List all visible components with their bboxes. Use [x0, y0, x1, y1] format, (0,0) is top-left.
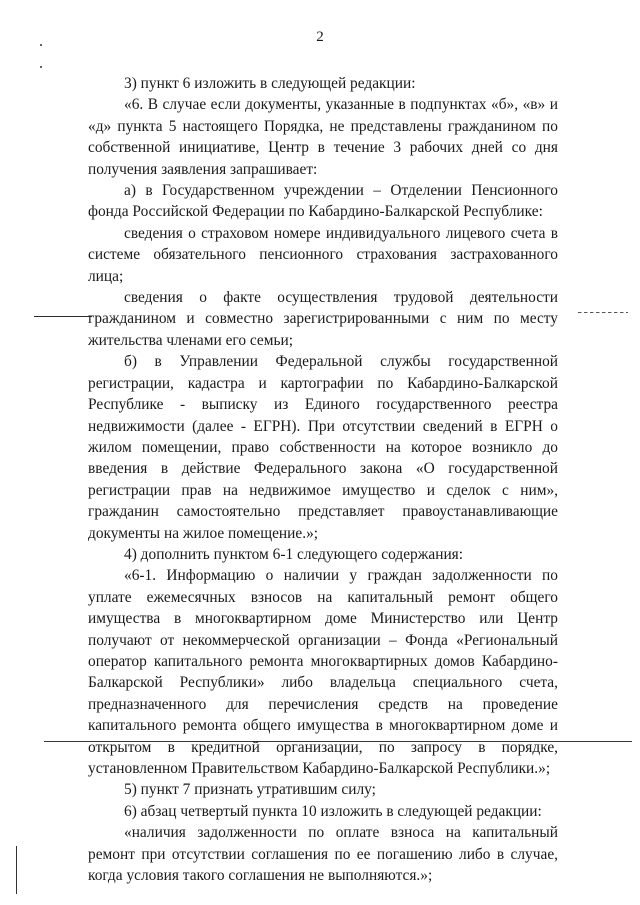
scan-mark: [40, 66, 42, 68]
paragraph: б) в Управлении Федеральной службы государственной регистрации, кадастра и картографии по Кабардино-Балкарской Республике - выписку из Единого государственного реестра недвижимости (далее - ЕГРН). При отсутствии сведений в ЕГРН о жилом помещении, право собственности на которое возникло до введения в действие Федерального закона «О государственной регистрации прав на недвижимое имущество и сделок с ним», гражданин самостоятельно представляет правоустанавливающие документы на жилое помещение.»;: [88, 353, 558, 542]
page-number: 2: [316, 29, 324, 45]
paragraph: «6. В случае если документы, указанные в подпунктах «б», «в» и «д» пункта 5 настоящего Порядка, не представлены гражданином по собственной инициативе, Центр в течение 3 рабочих дней со дня получения заявления запрашивает:: [88, 96, 558, 178]
paragraph: а) в Государственном учреждении – Отделении Пенсионного фонда Российской Федерации по Кабардино-Балкарской Республике:: [88, 182, 558, 221]
paragraph: 6) абзац четвертый пункта 10 изложить в следующей редакции:: [124, 802, 542, 820]
paragraph: 3) пункт 6 изложить в следующей редакции:: [124, 75, 416, 92]
paragraph: 4) дополнить пунктом 6-1 следующего содержания:: [124, 545, 464, 563]
scan-line: [578, 312, 628, 313]
scan-mark: [40, 44, 42, 46]
scan-line: [34, 316, 92, 317]
paragraph: «наличия задолженности по оплате взноса на капитальный ремонт при отсутствии соглашения по ее погашению либо в случае, когда условия такого соглашения не выполняются.»;: [88, 824, 558, 885]
paragraph: сведения о факте осуществления трудовой деятельности гражданином и совместно зарегистрированными с ним по месту жительства членами его семьи;: [88, 289, 558, 349]
document-body: [88, 73, 558, 886]
scan-line: [16, 846, 17, 894]
paragraph: 5) пункт 7 признать утратившим силу;: [124, 781, 376, 799]
paragraph: сведения о страховом номере индивидуального лицевого счета в системе обязательного пенсионного страхования застрахованного лица;: [88, 224, 558, 285]
paragraph: «6-1. Информацию о наличии у граждан задолженности по уплате ежемесячных взносов на капитальный ремонт общего имущества в многоквартирном доме Министерство или Центр получают от некоммерческой организации – Фонда «Региональный оператор капитального ремонта многоквартирных домов Кабардино-Балкарской Республики» либо владельца специального счета, предназначенного для перечисления средств на проведение капитального ремонта общего имущества в многоквартирном доме и открытом в кредитной организации, по запросу в порядке, установленном Правительством Кабардино-Балкарской Республики.»;: [88, 567, 558, 777]
